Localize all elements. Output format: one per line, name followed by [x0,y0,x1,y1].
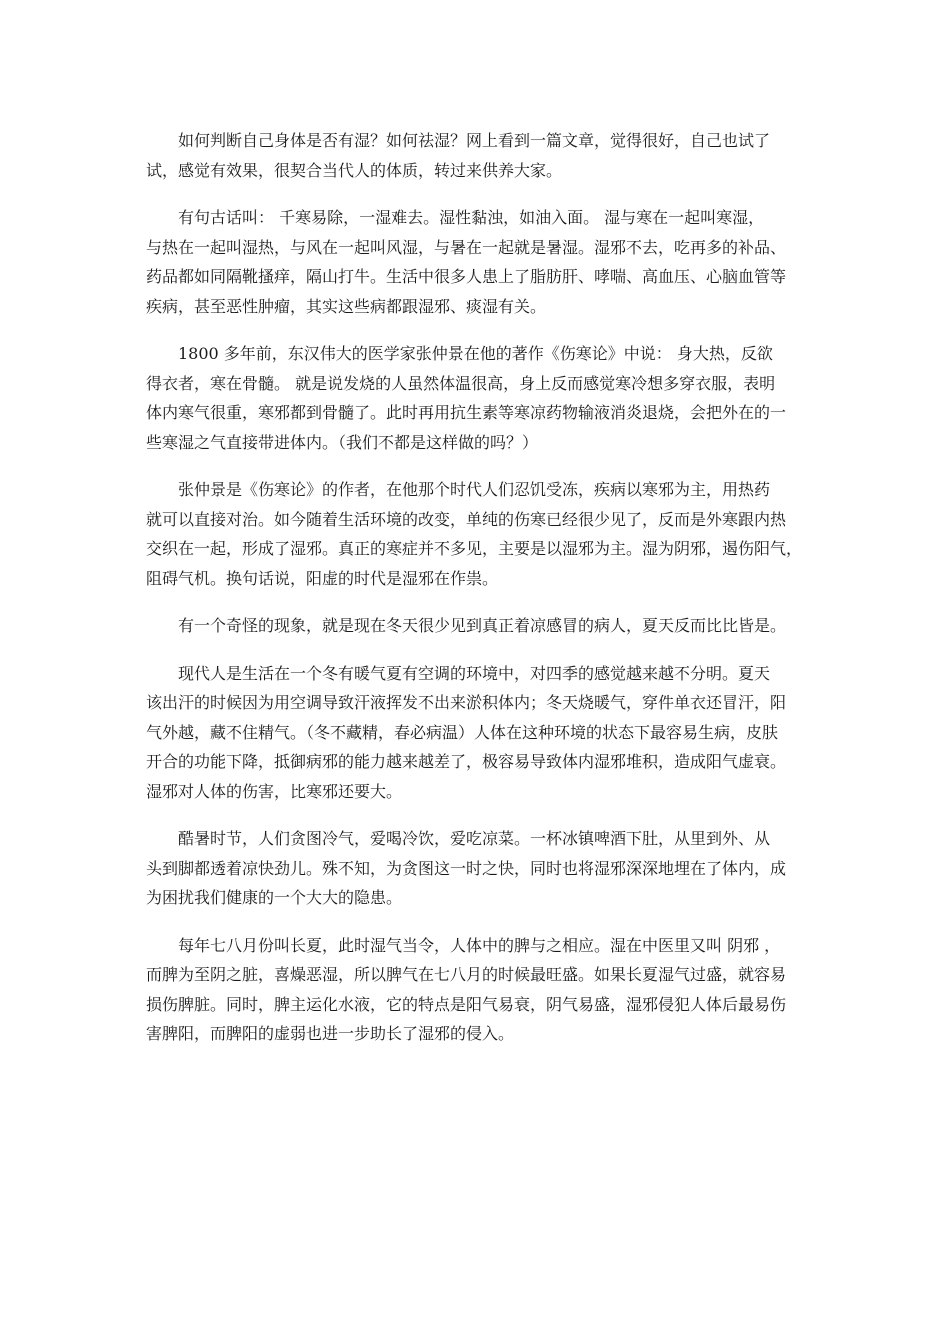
text-line: 体内寒气很重，寒邪都到骨髓了。此时再用抗生素等寒凉药物输液消炎退烧，会把外在的一 [146,403,787,422]
text-line: 开合的功能下降，抵御病邪的能力越来越差了，极容易导致体内湿邪堆积，造成阳气虚衰。 [146,752,787,771]
text-line: 头到脚都透着凉快劲儿。殊不知，为贪图这一时之快，同时也将湿邪深深地埋在了体内，成 [146,858,787,878]
paragraph-6 [146,659,811,807]
paragraph-4 [146,475,811,593]
document-body [146,126,811,1067]
text-line: 就可以直接对治。如今随着生活环境的改变，单纯的伤寒已经很少见了，反而是外寒跟内热 [146,509,787,529]
text-line: 疾病，甚至恶性肿瘤，其实这些病都跟湿邪、痰湿有关。 [146,296,547,316]
text-line: 害脾阳，而脾阳的虚弱也进一步助长了湿邪的侵入。 [146,1024,515,1043]
text-line: 气外越，藏不住精气。（冬不藏精，春必病温）人体在这种环境的状态下最容易生病，皮肤 [146,722,779,742]
text-line: 药品都如同隔靴搔痒，隔山打牛。生活中很多人患上了脂肪肝、哮喘、高血压、心脑血管等 [146,267,787,286]
text-line: 现代人是生活在一个冬有暖气夏有空调的环境中，对四季的感觉越来越不分明。夏天 [178,663,771,683]
text-line: 些寒湿之气直接带进体内。（我们不都是这样做的吗？） [146,432,539,452]
text-line: 而脾为至阴之脏，喜燥恶湿，所以脾气在七八月的时候最旺盛。如果长夏湿气过盛，就容易 [146,965,787,984]
text-line: 为困扰我们健康的一个大大的隐患。 [146,888,403,907]
text-line: 阻碍气机。换句话说，阳虚的时代是湿邪在作祟。 [146,568,499,588]
text-line: 交织在一起，形成了湿邪。真正的寒症并不多见，主要是以湿邪为主。湿为阴邪，遏伤阳气， [146,539,803,558]
text-line: 得衣者，寒在骨髓。 就是说发烧的人虽然体温很高，身上反而感觉寒冷想多穿衣服，表明 [146,373,776,393]
text-line: 湿邪对人体的伤害，比寒邪还要大。 [146,781,403,801]
text-line: 如何判断自己身体是否有湿？如何祛湿？网上看到一篇文章，觉得很好，自己也试了 [178,131,771,150]
paragraph-5 [146,611,811,641]
text-line: 该出汗的时候因为用空调导致汗液挥发不出来淤积体内；冬天烧暖气，穿件单衣还冒汗，阳 [146,693,787,712]
paragraph-3 [146,339,811,457]
text-line: 试，感觉有效果，很契合当代人的体质，转过来供养大家。 [146,160,563,180]
text-line: 与热在一起叫湿热，与风在一起叫风湿，与暑在一起就是暑湿。湿邪不去，吃再多的补品、 [146,237,787,257]
text-line: 张仲景是《伤寒论》的作者，在他那个时代人们忍饥受冻，疾病以寒邪为主，用热药 [178,480,771,499]
text-line: 有一个奇怪的现象，就是现在冬天很少见到真正着凉感冒的病人，夏天反而比比皆是。 [178,616,787,635]
text-line: 有句古话叫： 千寒易除，一湿难去。湿性黏浊，如油入面。 湿与寒在一起叫寒湿， [178,208,765,227]
text-line: 酷暑时节，人们贪图冷气，爱喝冷饮，爱吃凉菜。一杯冰镇啤酒下肚，从里到外、从 [178,829,771,848]
text-line: 损伤脾脏。同时，脾主运化水液，它的特点是阳气易衰，阴气易盛，湿邪侵犯人体后最易伤 [146,994,787,1014]
paragraph-7 [146,824,811,913]
paragraph-8 [146,931,811,1049]
text-line: 每年七八月份叫长夏，此时湿气当令，人体中的脾与之相应。湿在中医里又叫 阴邪 ， [178,935,781,955]
paragraph-2 [146,203,811,321]
text-line: 1800 多年前，东汉伟大的医学家张仲景在他的著作《伤寒论》中说： 身大热，反欲 [178,344,773,363]
paragraph-1 [146,126,811,185]
